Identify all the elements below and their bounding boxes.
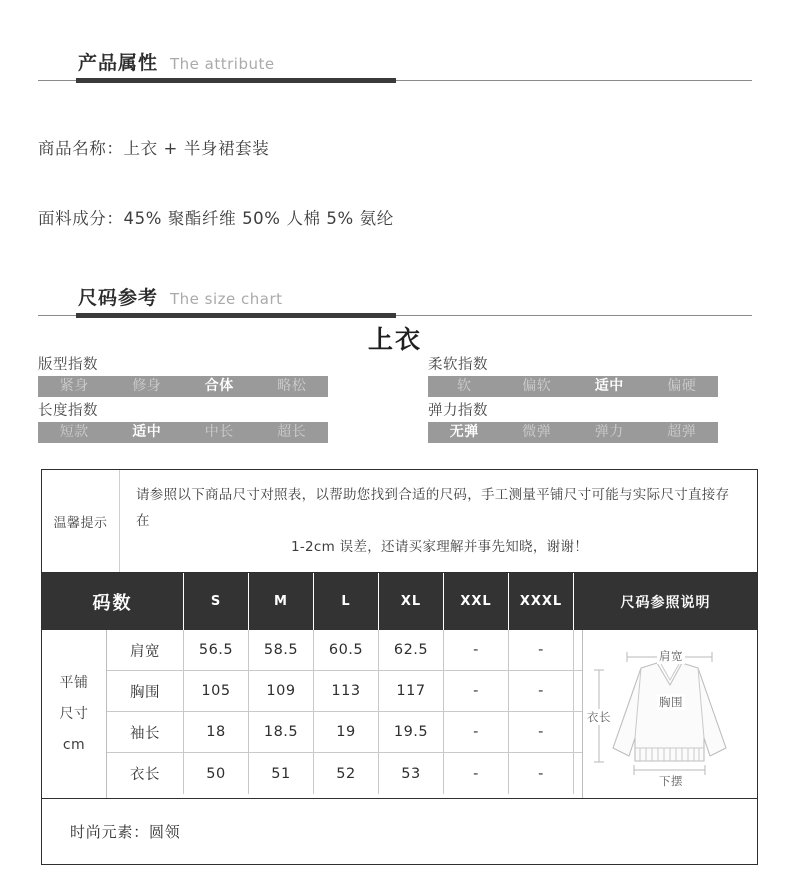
table-row: [107, 753, 582, 794]
index-option-softness-1[interactable]: 偏软: [522, 378, 552, 394]
section-title-en: The size chart: [170, 290, 283, 308]
table-header-size-l: L: [314, 573, 379, 630]
cell-length-xxxl: -: [509, 753, 574, 794]
cell-shoulder-s: 56.5: [184, 630, 249, 670]
table-row: [107, 630, 582, 671]
index-label-softness: 柔软指数: [428, 357, 488, 373]
cell-bust-xl: 117: [379, 671, 444, 711]
cell-bust-l: 113: [314, 671, 379, 711]
notice-row: [42, 470, 757, 573]
index-option-elasticity-2[interactable]: 弹力: [594, 424, 624, 440]
cell-length-xl: 53: [379, 753, 444, 794]
notice-label: 温馨提示: [42, 470, 120, 572]
diagram-label-bust: 胸围: [659, 695, 683, 709]
index-option-elasticity-3[interactable]: 超弹: [667, 424, 697, 440]
cell-bust-m: 109: [249, 671, 314, 711]
notice-line-1: 请参照以下商品尺寸对照表，以帮助您找到合适的尺码，手工测量平铺尺寸可能与实际尺寸直接存在: [136, 487, 730, 529]
cell-shoulder-l: 60.5: [314, 630, 379, 670]
index-option-length-0[interactable]: 短款: [59, 424, 89, 440]
index-option-softness-3[interactable]: 偏硬: [667, 378, 697, 394]
diagram-label-shoulder: 肩宽: [659, 649, 683, 663]
measure-name-bust: 胸围: [107, 671, 184, 711]
cell-bust-xxl: -: [444, 671, 509, 711]
row-group-label-line-1: 平铺: [59, 674, 89, 691]
cell-length-l: 52: [314, 753, 379, 794]
section-title-en: The attribute: [170, 55, 275, 73]
notice-line-2: 1-2cm 误差，还请买家理解并事先知晓，谢谢！: [290, 539, 589, 555]
index-option-length-2[interactable]: 中长: [204, 424, 234, 440]
section-title-cn: 产品属性: [78, 52, 159, 74]
cell-length-s: 50: [184, 753, 249, 794]
cell-sleeve-xl: 19.5: [379, 712, 444, 752]
table-row: [107, 712, 582, 753]
cell-shoulder-xl: 62.5: [379, 630, 444, 670]
index-label-fit: 版型指数: [38, 357, 98, 373]
table-header-size-s: S: [184, 573, 249, 630]
index-option-elasticity-0[interactable]: 无弹: [449, 424, 479, 440]
cell-sleeve-s: 18: [184, 712, 249, 752]
section-title-cn: 尺码参考: [78, 287, 159, 309]
section-divider: [38, 315, 752, 316]
index-bar-fit: [38, 376, 328, 397]
index-group-fit: [38, 353, 328, 397]
garment-title: 上衣: [367, 325, 422, 354]
product-name-line: 商品名称：上衣 + 半身裙套装: [38, 139, 270, 158]
row-group-label-line-2: 尺寸: [59, 705, 89, 722]
index-bar-softness: [428, 376, 718, 397]
table-body: [42, 630, 757, 799]
garment-diagram: [582, 630, 757, 798]
index-option-fit-2[interactable]: 合体: [204, 378, 234, 394]
index-label-elasticity: 弹力指数: [428, 403, 488, 419]
cell-shoulder-m: 58.5: [249, 630, 314, 670]
bottom-note-text: 时尚元素：圆领: [70, 823, 181, 841]
index-group-softness: [428, 353, 718, 397]
cell-sleeve-xxxl: -: [509, 712, 574, 752]
cell-bust-xxxl: -: [509, 671, 574, 711]
measurement-rows: [107, 630, 582, 798]
measure-name-shoulder: 肩宽: [107, 630, 184, 670]
notice-text: [120, 470, 757, 572]
cell-sleeve-xxl: -: [444, 712, 509, 752]
row-group-label-line-3: cm: [62, 736, 86, 753]
size-chart-table: [41, 469, 758, 865]
index-option-softness-2[interactable]: 适中: [594, 378, 624, 394]
table-header-size-xxxl: XXXL: [509, 573, 574, 630]
diagram-label-length: 衣长: [587, 710, 611, 724]
table-header-row: [42, 573, 757, 630]
section-divider-accent: [76, 78, 396, 83]
section-header-attribute-titles: [38, 48, 752, 74]
table-header-note: 尺码参照说明: [620, 594, 711, 611]
index-group-length: [38, 399, 328, 443]
cell-length-m: 51: [249, 753, 314, 794]
table-header-size-m: M: [249, 573, 314, 630]
cell-sleeve-l: 19: [314, 712, 379, 752]
section-divider-accent: [76, 313, 396, 318]
measure-name-sleeve: 袖长: [107, 712, 184, 752]
index-bar-elasticity: [428, 422, 718, 443]
row-group-label: [42, 630, 107, 798]
table-header-size-xxl: XXL: [444, 573, 509, 630]
index-group-elasticity: [428, 399, 718, 443]
section-header-sizechart: [38, 283, 752, 317]
index-option-fit-0[interactable]: 紧身: [59, 378, 89, 394]
index-label-length: 长度指数: [38, 403, 98, 419]
cell-shoulder-xxxl: -: [509, 630, 574, 670]
index-option-length-3[interactable]: 超长: [277, 424, 307, 440]
cell-shoulder-xxl: -: [444, 630, 509, 670]
section-header-attribute: [38, 48, 752, 82]
cell-bust-s: 105: [184, 671, 249, 711]
index-bar-length: [38, 422, 328, 443]
index-option-fit-3[interactable]: 略松: [277, 378, 307, 394]
table-header-code: 码数: [42, 573, 184, 630]
bottom-note-row: [42, 799, 757, 864]
table-row: [107, 671, 582, 712]
section-divider: [38, 80, 752, 81]
index-option-elasticity-1[interactable]: 微弹: [522, 424, 552, 440]
index-option-fit-1[interactable]: 修身: [132, 378, 162, 394]
table-header-size-xl: XL: [379, 573, 444, 630]
diagram-label-hem: 下摆: [659, 774, 683, 788]
product-fabric-line: 面料成分：45% 聚酯纤维 50% 人棉 5% 氨纶: [38, 209, 394, 228]
index-option-softness-0[interactable]: 软: [457, 378, 472, 394]
section-header-sizechart-titles: [38, 283, 752, 309]
index-option-length-1[interactable]: 适中: [132, 424, 162, 440]
cell-sleeve-m: 18.5: [249, 712, 314, 752]
measure-name-length: 衣长: [107, 753, 184, 794]
cell-length-xxl: -: [444, 753, 509, 794]
